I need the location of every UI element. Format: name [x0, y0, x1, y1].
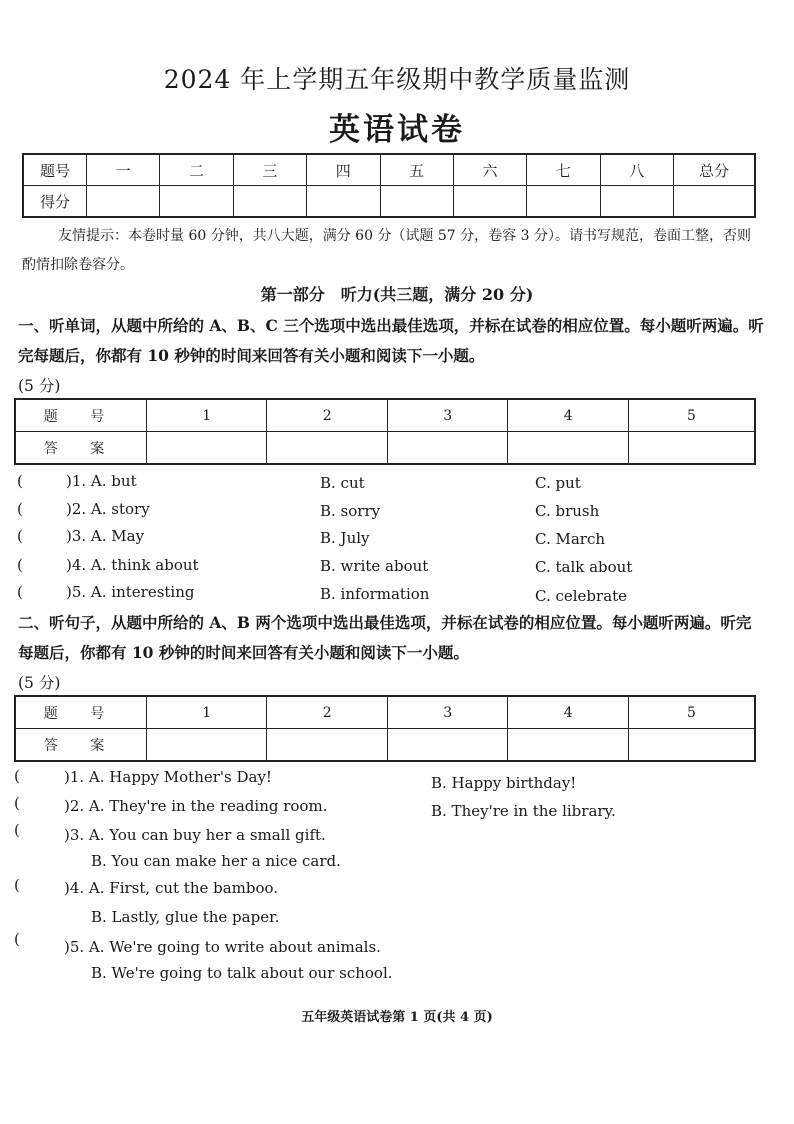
s1-q1-option-a: )1. A. but [66, 472, 137, 490]
s1-q2-option-b: B. sorry [320, 502, 381, 520]
s1-q1-option-b: B. cut [320, 474, 365, 492]
section1-answer-table [14, 398, 756, 465]
s1-q2-option-a: )2. A. story [66, 500, 150, 518]
s2-q1-option-b: B. Happy birthday! [431, 774, 577, 792]
answer-paren[interactable]: ( [17, 472, 23, 490]
answer-cell[interactable] [508, 432, 628, 465]
part1-title: 第一部分 听力(共三题，满分 20 分) [260, 285, 534, 304]
section2-points: (5 分) [18, 674, 61, 692]
score-header-cell: 八 [600, 154, 673, 186]
answer-paren[interactable]: ( [17, 527, 23, 545]
answer-paren[interactable]: ( [17, 556, 23, 574]
answer-table-number: 5 [628, 399, 755, 432]
section1-instruction [18, 311, 766, 401]
answer-cell[interactable] [147, 432, 267, 465]
answer-cell[interactable] [387, 729, 507, 762]
s1-q4-option-c: C. talk about [535, 558, 633, 576]
score-cell[interactable] [453, 186, 526, 218]
answer-cell[interactable] [508, 729, 628, 762]
s2-q3-option-b: B. You can make her a nice card. [91, 852, 341, 870]
section1-instruction-text: 一、听单词，从题中所给的 A、B、C 三个选项中选出最佳选项，并标在试卷的相应位置。每小题听两遍。听完每题后，你都有 10 秒钟的时间来回答有关小题和阅读下一小题。 [18, 316, 764, 365]
answer-cell[interactable] [267, 432, 387, 465]
answer-table-answer-label: 答 案 [15, 729, 147, 762]
answer-table-header-row [15, 399, 755, 432]
s1-q5-option-c: C. celebrate [535, 587, 628, 605]
score-header-cell: 一 [87, 154, 160, 186]
score-cell[interactable] [87, 186, 160, 218]
exam-notice: 友情提示：本卷时量 60 分钟，共八大题，满分 60 分（试题 57 分，卷容 3 分）。请书写规范，卷面工整，否则酌情扣除卷容分。 [22, 228, 751, 273]
s1-q2-option-c: C. brush [535, 502, 600, 520]
answer-table-header-row [15, 696, 755, 729]
answer-table-number: 3 [387, 399, 507, 432]
score-header-cell: 总分 [674, 154, 756, 186]
answer-table-number: 3 [387, 696, 507, 729]
score-header-cell: 五 [380, 154, 453, 186]
answer-cell[interactable] [387, 432, 507, 465]
s1-q3-option-a: )3. A. May [66, 527, 145, 545]
score-header-cell: 三 [233, 154, 306, 186]
s2-q2-option-a: )2. A. They're in the reading room. [64, 797, 328, 815]
s2-q5-option-b: B. We're going to talk about our school. [91, 964, 393, 982]
answer-paren[interactable]: ( [14, 794, 20, 812]
answer-table-number: 2 [267, 696, 387, 729]
s2-q4-option-b: B. Lastly, glue the paper. [91, 908, 280, 926]
answer-table-number: 2 [267, 399, 387, 432]
answer-table-answer-row [15, 729, 755, 762]
score-cell[interactable] [307, 186, 380, 218]
s2-q5-option-a: )5. A. We're going to write about animals. [64, 938, 381, 956]
score-row-label: 得分 [23, 186, 87, 218]
answer-table-header-label: 题 号 [15, 399, 147, 432]
s1-q3-option-b: B. July [320, 529, 370, 547]
s2-q1-option-a: )1. A. Happy Mother's Day! [64, 768, 272, 786]
score-header-cell: 四 [307, 154, 380, 186]
score-cell[interactable] [527, 186, 600, 218]
answer-cell[interactable] [147, 729, 267, 762]
answer-paren[interactable]: ( [14, 876, 20, 894]
exam-subtitle: 英语试卷 [329, 112, 465, 148]
s1-q5-option-a: )5. A. interesting [66, 583, 195, 601]
answer-cell[interactable] [628, 729, 755, 762]
answer-cell[interactable] [628, 432, 755, 465]
section2-instruction [18, 608, 766, 698]
page-footer: 五年级英语试卷第 1 页(共 4 页) [301, 1010, 493, 1025]
score-header-cell: 六 [453, 154, 526, 186]
answer-table-number: 4 [508, 399, 628, 432]
score-cell[interactable] [380, 186, 453, 218]
s1-q5-option-b: B. information [320, 585, 430, 603]
score-cell[interactable] [674, 186, 756, 218]
answer-paren[interactable]: ( [14, 767, 20, 785]
score-header-cell: 七 [527, 154, 600, 186]
score-table [22, 153, 756, 218]
section1-points: (5 分) [18, 377, 61, 395]
s2-q2-option-b: B. They're in the library. [431, 802, 616, 820]
score-cell[interactable] [233, 186, 306, 218]
answer-table-answer-label: 答 案 [15, 432, 147, 465]
answer-paren[interactable]: ( [14, 821, 20, 839]
s2-q3-option-a: )3. A. You can buy her a small gift. [64, 826, 326, 844]
score-header-cell: 题号 [23, 154, 87, 186]
answer-paren[interactable]: ( [14, 930, 20, 948]
answer-cell[interactable] [267, 729, 387, 762]
s1-q3-option-c: C. March [535, 530, 606, 548]
score-header-cell: 二 [160, 154, 233, 186]
answer-table-number: 4 [508, 696, 628, 729]
exam-title: 2024 年上学期五年级期中教学质量监测 [163, 65, 631, 94]
answer-table-answer-row [15, 432, 755, 465]
s1-q4-option-a: )4. A. think about [66, 556, 199, 574]
section2-instruction-text: 二、听句子，从题中所给的 A、B 两个选项中选出最佳选项，并标在试卷的相应位置。每小题听两遍。听完每题后，你都有 10 秒钟的时间来回答有关小题和阅读下一小题。 [18, 613, 752, 662]
score-table-score-row [23, 186, 755, 218]
section2-answer-table [14, 695, 756, 762]
answer-table-number: 1 [147, 399, 267, 432]
score-table-header-row [23, 154, 755, 186]
answer-table-header-label: 题 号 [15, 696, 147, 729]
score-cell[interactable] [600, 186, 673, 218]
s2-q4-option-a: )4. A. First, cut the bamboo. [64, 879, 279, 897]
answer-paren[interactable]: ( [17, 500, 23, 518]
answer-paren[interactable]: ( [17, 583, 23, 601]
s1-q4-option-b: B. write about [320, 557, 429, 575]
answer-table-number: 5 [628, 696, 755, 729]
score-cell[interactable] [160, 186, 233, 218]
s1-q1-option-c: C. put [535, 474, 581, 492]
answer-table-number: 1 [147, 696, 267, 729]
